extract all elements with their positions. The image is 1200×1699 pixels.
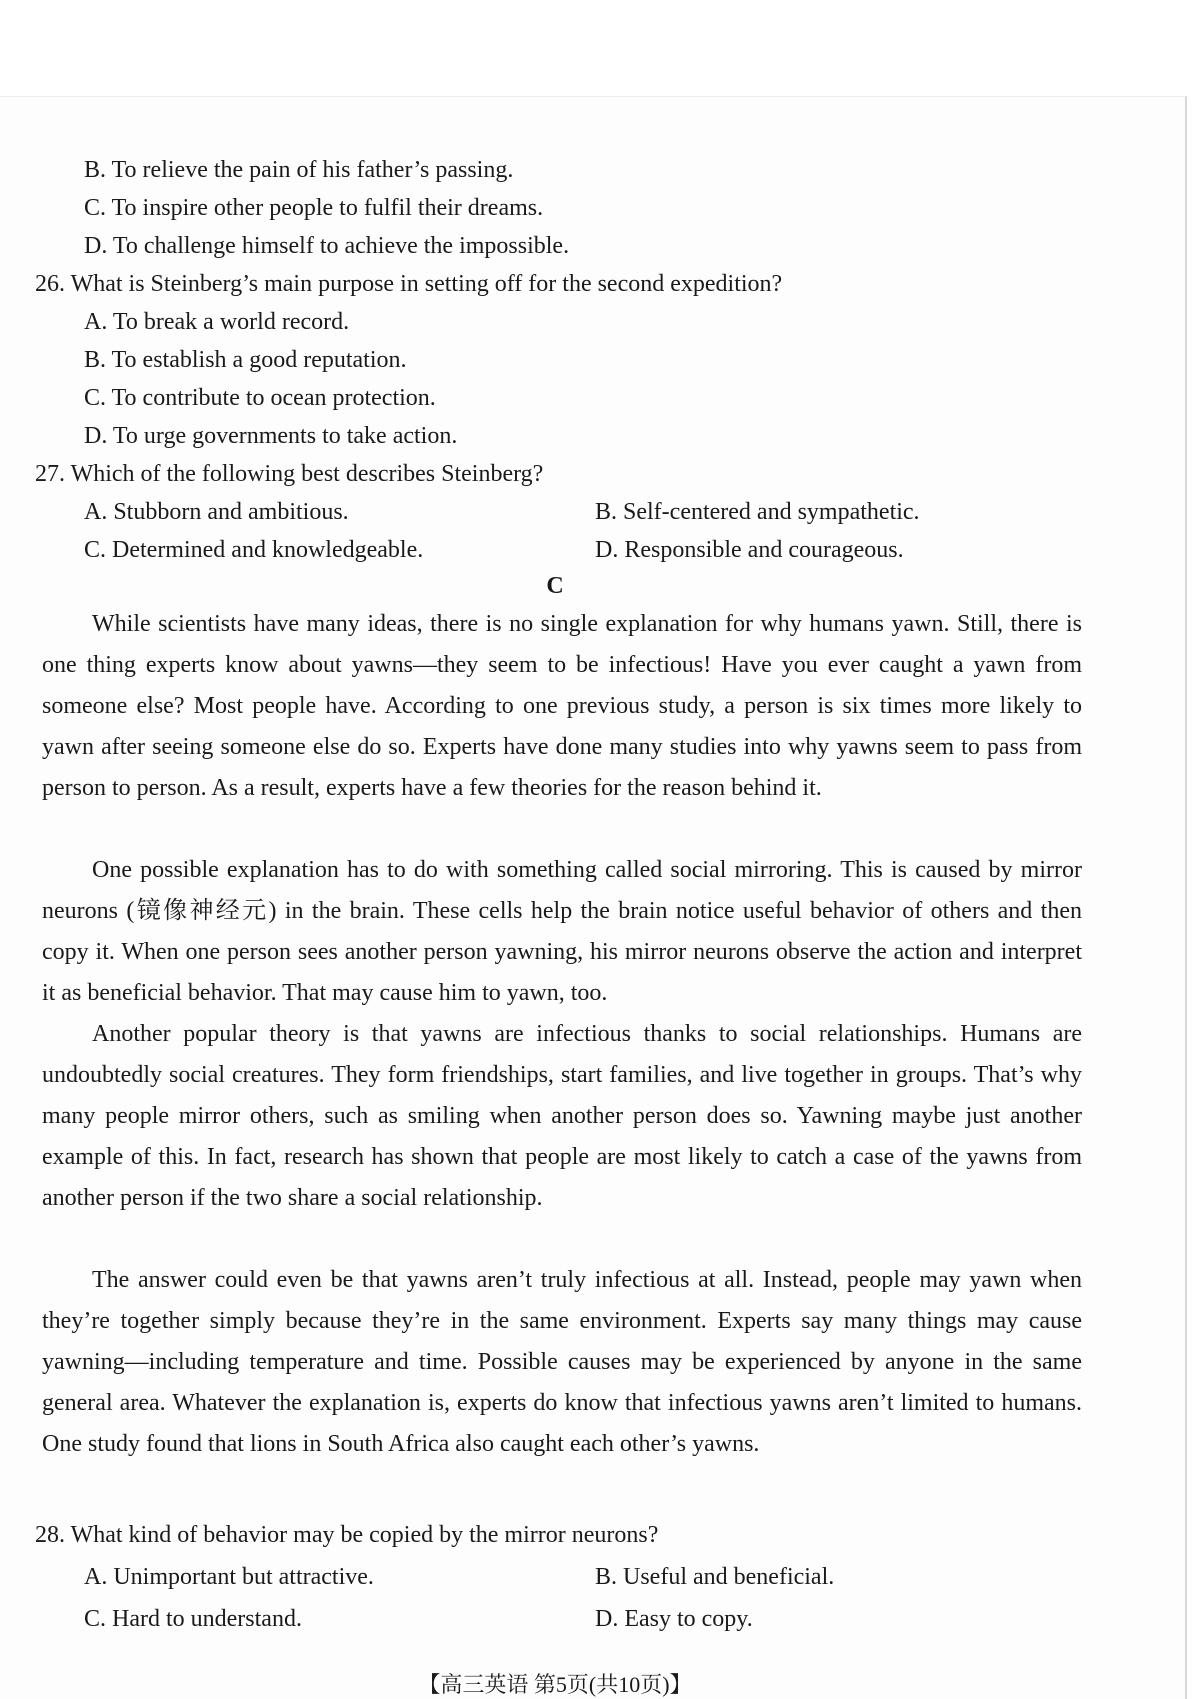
q25-option-b: B. To relieve the pain of his father’s passing.: [84, 157, 514, 183]
section-heading: C: [546, 573, 564, 599]
q27-stem: 27. Which of the following best describes Steinberg?: [35, 461, 544, 487]
q28-option-b: B. Useful and beneficial.: [595, 1564, 835, 1590]
passage-paragraph-2: One possible explanation has to do with something called social mirroring. This is caused by mirror neurons (镜像神经元) in the brain. These cells help the brain notice useful behavior of others and then copy it. When one person sees another person yawning, his mirror neurons observe the action and interpret it as beneficial behavior. That may cause him to yawn, too.: [42, 857, 1082, 1006]
q28-option-a: A. Unimportant but attractive.: [84, 1564, 374, 1590]
q28-option-d: D. Easy to copy.: [595, 1606, 753, 1632]
q28-stem: 28. What kind of behavior may be copied by the mirror neurons?: [35, 1522, 659, 1548]
q27-option-c: C. Determined and knowledgeable.: [84, 537, 424, 563]
q26-stem: 26. What is Steinberg’s main purpose in setting off for the second expedition?: [35, 271, 783, 297]
q25-option-c: C. To inspire other people to fulfil their dreams.: [84, 195, 544, 221]
q26-option-d: D. To urge governments to take action.: [84, 423, 458, 449]
q26-option-b: B. To establish a good reputation.: [84, 347, 407, 373]
passage-paragraph-1: While scientists have many ideas, there is no single explanation for why humans yawn. Still, there is one thing experts know about yawns—they seem to be infectious! Have you ever caught a yawn from someone else? Most people have. According to one previous study, a person is six times more likely to yawn after seeing someone else do so. Experts have done many studies into why yawns seem to pass from person to person. As a result, experts have a few theories for the reason behind it.: [42, 611, 1082, 801]
q27-option-d: D. Responsible and courageous.: [595, 537, 904, 563]
q26-option-a: A. To break a world record.: [84, 309, 350, 335]
passage-paragraph-3: Another popular theory is that yawns are infectious thanks to social relationships. Humans are undoubtedly social creatures. They form friendships, start families, and live together in groups. That’s why many people mirror others, such as smiling when another person does so. Yawning maybe just another example of this. In fact, research has shown that people are most likely to catch a case of the yawns from another person if the two share a social relationship.: [42, 1021, 1082, 1211]
page-footer: 【高三英语 第5页(共10页)】: [418, 1672, 692, 1697]
q26-option-c: C. To contribute to ocean protection.: [84, 385, 436, 411]
passage-paragraph-4: The answer could even be that yawns aren’t truly infectious at all. Instead, people may yawn when they’re together simply because they’re in the same environment. Experts say many things may cause yawning—including temperature and time. Possible causes may be experienced by anyone in the same general area. Whatever the explanation is, experts do know that infectious yawns aren’t limited to humans. One study found that lions in South Africa also caught each other’s yawns.: [42, 1267, 1082, 1457]
q25-option-d: D. To challenge himself to achieve the impossible.: [84, 233, 570, 259]
q27-option-b: B. Self-centered and sympathetic.: [595, 499, 920, 525]
q27-option-a: A. Stubborn and ambitious.: [84, 499, 349, 525]
q28-option-c: C. Hard to understand.: [84, 1606, 302, 1632]
